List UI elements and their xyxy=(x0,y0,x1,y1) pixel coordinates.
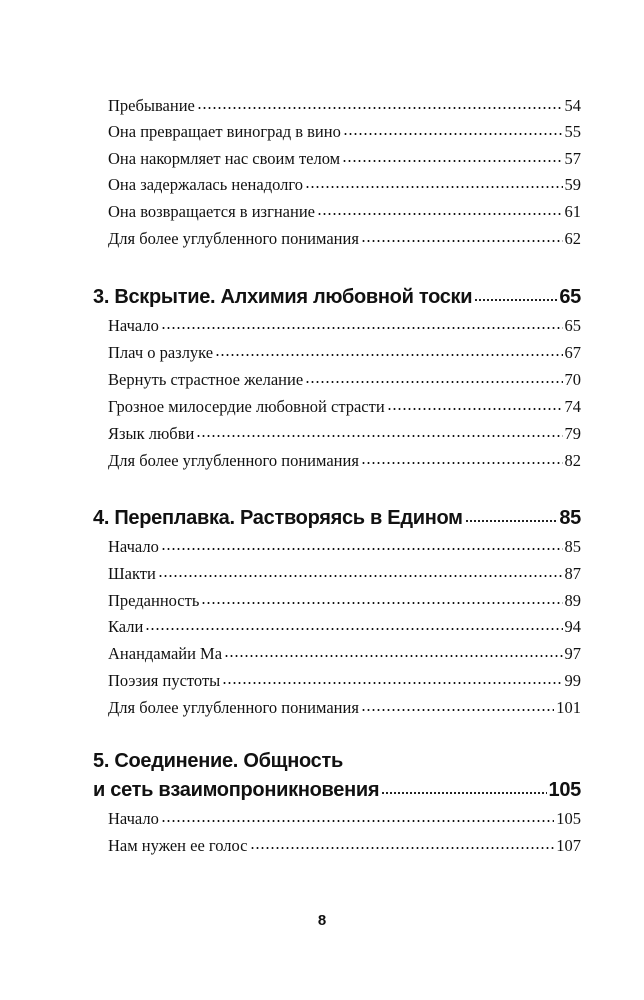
toc-entry[interactable] xyxy=(108,313,581,339)
toc-entry[interactable] xyxy=(108,588,581,614)
dot-leader xyxy=(474,298,557,302)
toc-entry[interactable] xyxy=(108,119,581,145)
toc-chapter-title: 4. Переплавка. Растворяясь в Едином xyxy=(93,507,463,529)
toc-entry[interactable] xyxy=(108,668,581,694)
toc-entry[interactable] xyxy=(108,421,581,447)
toc-entry-title: Грозное милосердие любовной страсти xyxy=(108,397,385,416)
dot-leader xyxy=(387,407,563,411)
dot-leader xyxy=(161,819,554,823)
toc-entry-page: 70 xyxy=(564,370,581,389)
toc-entry-page: 61 xyxy=(564,202,581,221)
toc-entry-page: 59 xyxy=(564,175,581,194)
toc-chapter-title-line-1[interactable]: 5. Соединение. Общность xyxy=(93,750,343,772)
toc-entry-page: 99 xyxy=(564,671,581,690)
dot-leader xyxy=(343,132,563,136)
toc-entry-page: 62 xyxy=(564,229,581,248)
toc-chapter[interactable] xyxy=(93,282,581,312)
toc-chapter[interactable] xyxy=(93,503,581,533)
toc-entry-page: 67 xyxy=(564,343,581,362)
toc-entry-page: 105 xyxy=(556,809,581,828)
dot-leader xyxy=(305,380,562,384)
toc-entry-page: 79 xyxy=(564,424,581,443)
dot-leader xyxy=(342,159,562,163)
dot-leader xyxy=(158,574,563,578)
dot-leader xyxy=(201,601,562,605)
toc-entry-title: Пребывание xyxy=(108,96,195,115)
toc-entry-title: Кали xyxy=(108,617,144,636)
toc-entry-title: Начало xyxy=(108,316,159,335)
dot-leader xyxy=(361,239,563,243)
toc-entry[interactable] xyxy=(108,806,581,832)
dot-leader xyxy=(305,185,563,189)
toc-entry[interactable] xyxy=(108,534,581,560)
toc-entry-title: Начало xyxy=(108,537,159,556)
toc-entry-title: Нам нужен ее голос xyxy=(108,836,248,855)
toc-chapter-page: 65 xyxy=(559,286,581,308)
toc-chapter[interactable] xyxy=(93,775,581,805)
dot-leader xyxy=(196,434,562,438)
dot-leader xyxy=(381,791,546,795)
toc-entry-title: Она превращает виноград в вино xyxy=(108,122,341,141)
toc-entry-page: 89 xyxy=(564,591,581,610)
toc-entry[interactable] xyxy=(108,172,581,198)
toc-entry-title: Поэзия пустоты xyxy=(108,671,221,690)
toc-entry[interactable] xyxy=(108,93,581,119)
toc-entry[interactable] xyxy=(108,340,581,366)
toc-entry[interactable] xyxy=(108,146,581,172)
dot-leader xyxy=(161,326,563,330)
toc-entry[interactable] xyxy=(108,448,581,474)
toc-entry-title: Преданность xyxy=(108,591,200,610)
toc-entry-page: 74 xyxy=(564,397,581,416)
toc-entry-title: Она накормляет нас своим телом xyxy=(108,149,341,168)
toc-entry-page: 65 xyxy=(564,316,581,335)
toc-entry-title: Язык любви xyxy=(108,424,195,443)
toc-entry-page: 101 xyxy=(556,698,581,717)
dot-leader xyxy=(250,846,555,850)
dot-leader xyxy=(361,708,554,712)
toc-entry-page: 87 xyxy=(564,564,581,583)
toc-entry-page: 107 xyxy=(556,836,581,855)
dot-leader xyxy=(145,627,562,631)
toc-entry-title: Плач о разлуке xyxy=(108,343,214,362)
toc-entry-title: Вернуть страстное желание xyxy=(108,370,304,389)
dot-leader xyxy=(361,461,563,465)
toc-entry-page: 55 xyxy=(564,122,581,141)
toc-entry[interactable] xyxy=(108,641,581,667)
dot-leader xyxy=(197,106,563,110)
toc-entry[interactable] xyxy=(108,226,581,252)
toc-entry-page: 97 xyxy=(564,644,581,663)
toc-chapter-page: 105 xyxy=(548,779,581,801)
toc-entry-page: 54 xyxy=(564,96,581,115)
toc-entry-page: 57 xyxy=(564,149,581,168)
page-number: 8 xyxy=(317,912,327,929)
toc-entry[interactable] xyxy=(108,199,581,225)
toc-entry-page: 85 xyxy=(564,537,581,556)
toc-entry-title: Для более углубленного понимания xyxy=(108,451,359,470)
toc-entry-title: Начало xyxy=(108,809,159,828)
toc-entry[interactable] xyxy=(108,394,581,420)
toc-entry-page: 94 xyxy=(564,617,581,636)
toc-entry[interactable] xyxy=(108,695,581,721)
toc-chapter-title: и сеть взаимопроникновения xyxy=(93,779,380,801)
toc-chapter-title: 3. Вскрытие. Алхимия любовной тоски xyxy=(93,286,473,308)
toc-entry[interactable] xyxy=(108,561,581,587)
dot-leader xyxy=(465,519,558,523)
toc-entry[interactable] xyxy=(108,614,581,640)
dot-leader xyxy=(317,212,563,216)
toc-entry-title: Анандамайи Ма xyxy=(108,644,223,663)
toc-entry-title: Шакти xyxy=(108,564,156,583)
dot-leader xyxy=(224,654,562,658)
toc-entry-title: Для более углубленного понимания xyxy=(108,698,359,717)
dot-leader xyxy=(161,547,563,551)
toc-entry-title: Она задержалась ненадолго xyxy=(108,175,303,194)
toc-entry-title: Она возвращается в изгнание xyxy=(108,202,315,221)
dot-leader xyxy=(215,353,562,357)
dot-leader xyxy=(222,681,562,685)
toc-entry-title: Для более углубленного понимания xyxy=(108,229,359,248)
toc-chapter-page: 85 xyxy=(559,507,581,529)
toc-entry[interactable] xyxy=(108,367,581,393)
toc-entry[interactable] xyxy=(108,833,581,859)
toc-entry-page: 82 xyxy=(564,451,581,470)
